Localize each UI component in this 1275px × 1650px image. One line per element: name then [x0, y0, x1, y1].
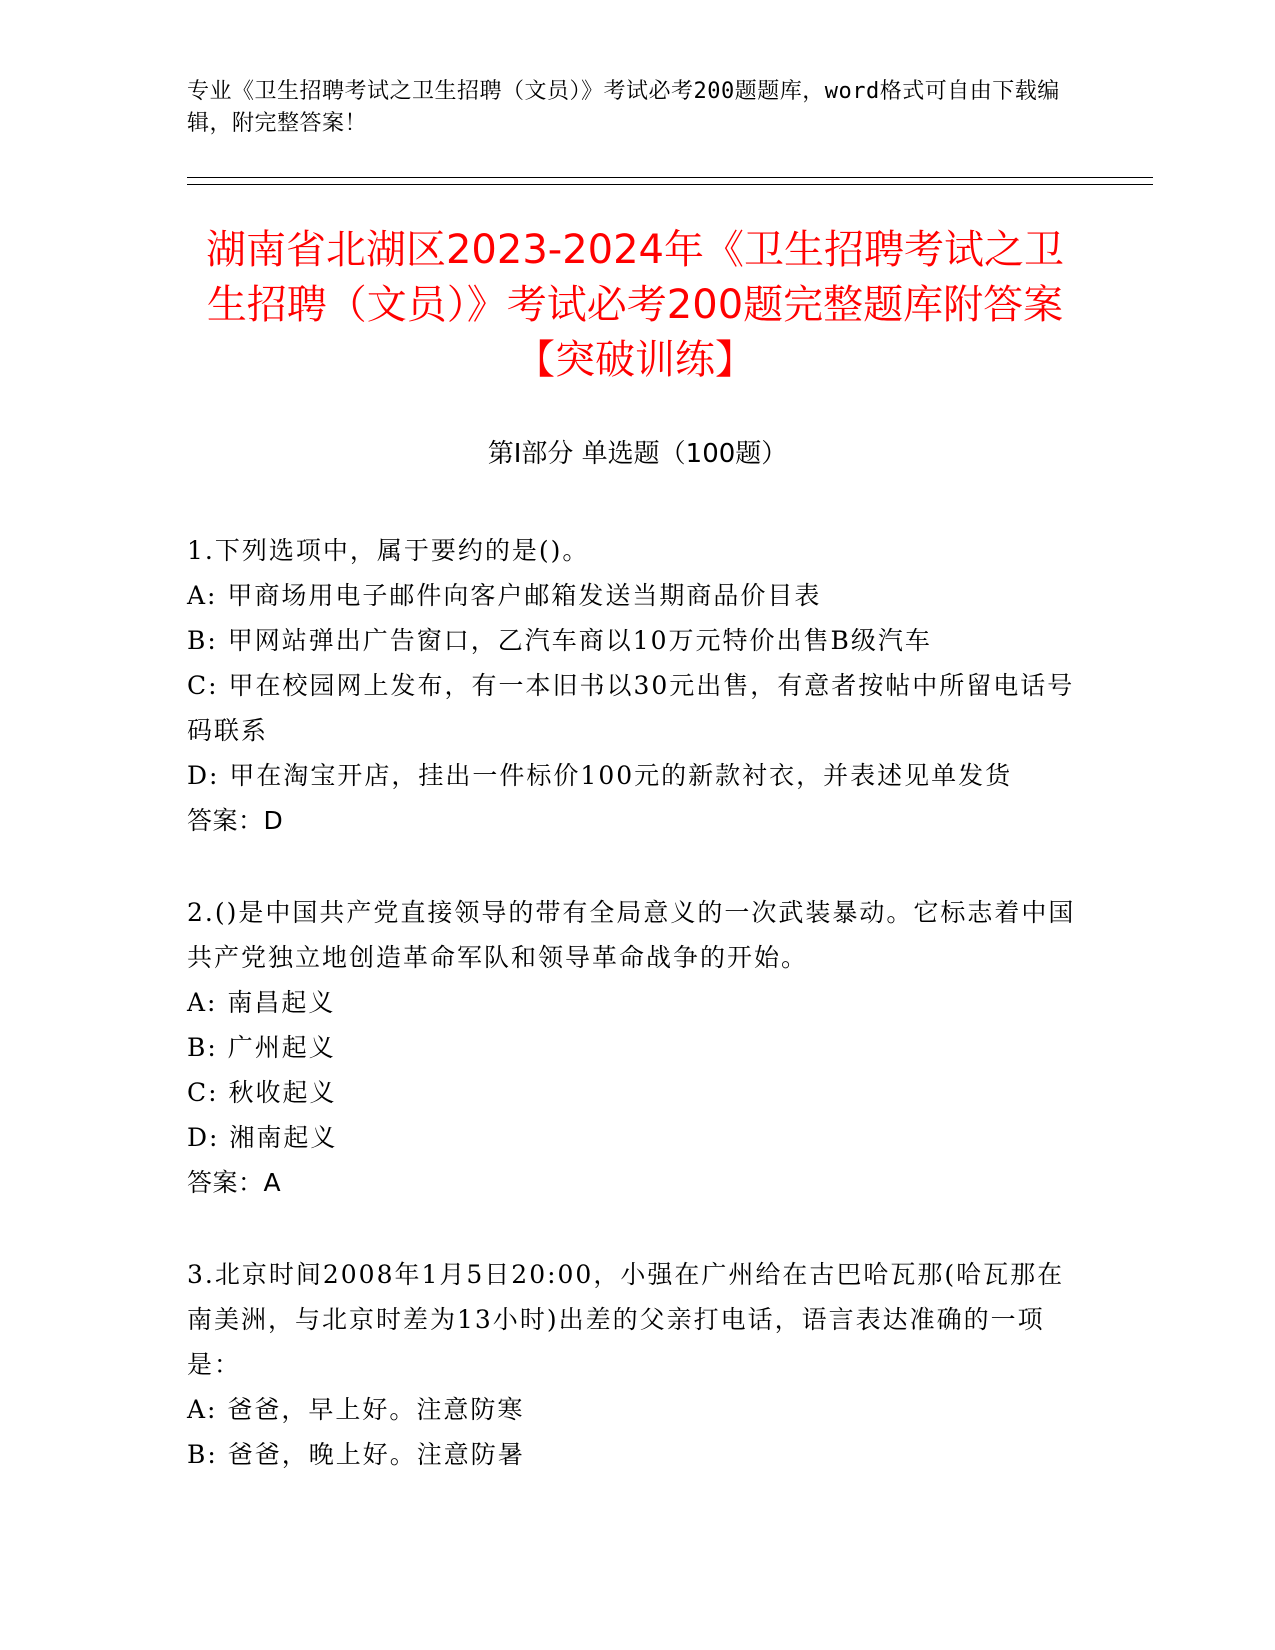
document-title: 湖南省北湖区2023-2024年《卫生招聘考试之卫生招聘（文员）》考试必考200题完整题库附答案【突破训练】 [205, 227, 1065, 383]
answer-line: 答案：D [187, 806, 284, 835]
option-b: B: 甲网站弹出广告窗口，乙汽车商以10万元特价出售B级汽车 [187, 626, 932, 655]
option-d: D: 湘南起义 [187, 1123, 338, 1152]
option-a: A: 爸爸，早上好。注意防寒 [187, 1395, 525, 1424]
option-a: A: 南昌起义 [187, 988, 336, 1017]
option-d: D: 甲在淘宝开店，挂出一件标价100元的新款衬衣，并表述见单发货 [187, 761, 1013, 790]
answer-line: 答案：A [187, 1168, 282, 1197]
question-3 [187, 1252, 1077, 1477]
question-text: 2.()是中国共产党直接领导的带有全局意义的一次武装暴动。它标志着中国共产党独立地创造革命军队和领导革命战争的开始。 [187, 898, 1076, 972]
option-c: C: 秋收起义 [187, 1078, 337, 1107]
question-list [187, 528, 1077, 1524]
option-b: B: 广州起义 [187, 1033, 336, 1062]
question-text: 3.北京时间2008年1月5日20:00，小强在广州给在古巴哈瓦那(哈瓦那在南美洲，与北京时差为13小时)出差的父亲打电话，语言表达准确的一项是： [187, 1260, 1065, 1379]
header-divider-top [187, 177, 1153, 178]
option-a: A: 甲商场用电子邮件向客户邮箱发送当期商品价目表 [187, 581, 822, 610]
option-c: C: 甲在校园网上发布，有一本旧书以30元出售，有意者按帖中所留电话号码联系 [187, 671, 1075, 745]
question-2 [187, 890, 1077, 1205]
question-text: 1.下列选项中，属于要约的是()。 [187, 536, 590, 565]
question-1 [187, 528, 1077, 843]
option-b: B: 爸爸，晚上好。注意防暑 [187, 1440, 525, 1469]
header-note: 专业《卫生招聘考试之卫生招聘（文员）》考试必考200题题库，word格式可自由下载编辑，附完整答案！ [187, 79, 1060, 136]
section-title: 第I部分 单选题（100题） [487, 439, 788, 469]
header-divider-bottom [187, 184, 1153, 185]
